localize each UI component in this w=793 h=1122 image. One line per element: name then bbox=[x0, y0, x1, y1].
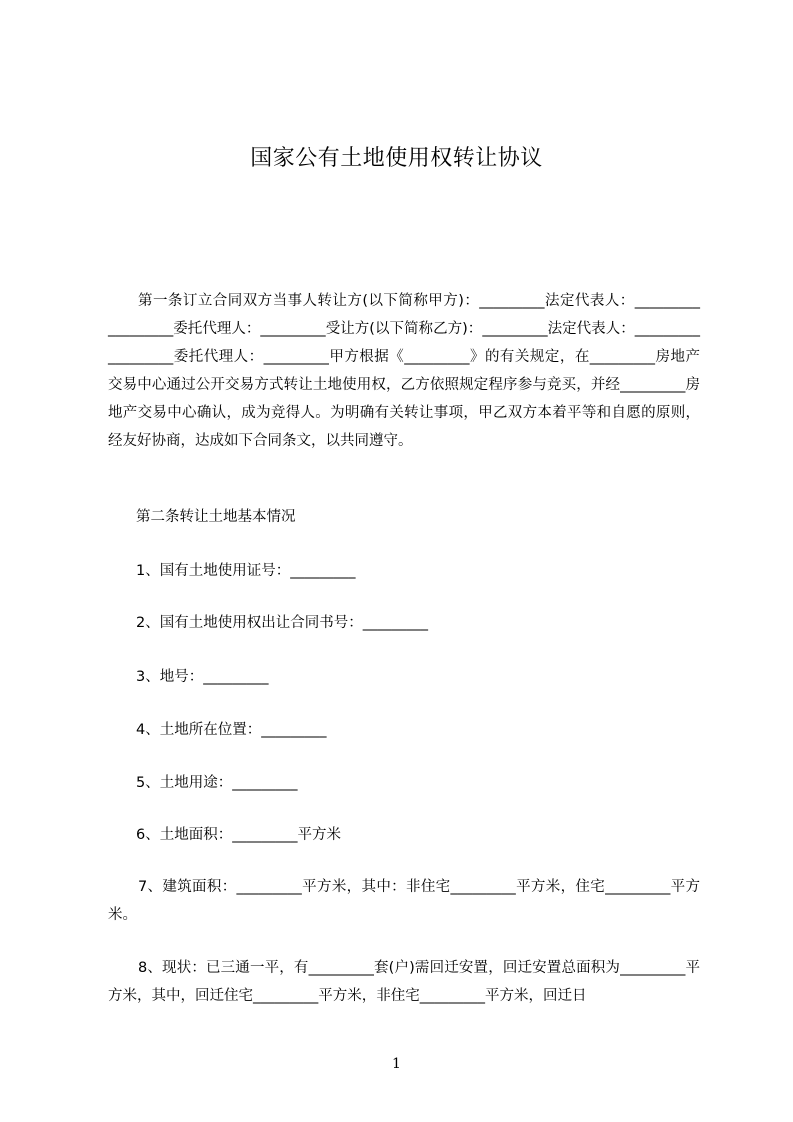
item-land-certificate-number: 1、国有土地使用证号：_________ bbox=[136, 563, 356, 579]
article-2-heading: 第二条转让土地基本情况 bbox=[136, 509, 296, 525]
item-building-area: 7、建筑面积：_________平方米，其中：非住宅_________平方米，住宅_________平方米。 bbox=[108, 879, 700, 923]
item-contract-number: 2、国有土地使用权出让合同书号：_________ bbox=[136, 615, 428, 631]
page-number: 1 bbox=[392, 1056, 401, 1072]
item-lot-number: 3、地号：_________ bbox=[136, 669, 269, 685]
item-land-area: 6、土地面积：_________平方米 bbox=[136, 827, 341, 843]
item-land-location: 4、土地所在位置：_________ bbox=[136, 722, 327, 738]
item-land-use: 5、土地用途：_________ bbox=[136, 775, 298, 791]
document-title: 国家公有土地使用权转让协议 bbox=[250, 146, 543, 171]
article-1-paragraph: 第一条订立合同双方当事人转让方(以下简称甲方)：_________法定代表人：_________ _________委托代理人：_________受让方(以下简称乙方)：_________法定代表人：_________ _________委托代理人：_________甲方根据《_________》的有关规定，在_________房地产交易中心通过公开交易方式转让土地使用权，乙方依照规定程序参与竞买，并经_________房地产交易中心确认，成为竞得人。为明确有关转让事项，甲乙双方本着平等和自愿的原则，经友好协商，达成如下合同条文，以共同遵守。 bbox=[108, 293, 700, 449]
item-current-status: 8、现状：已三通一平，有_________套(户)需回迁安置，回迁安置总面积为_________平方米，其中，回迁住宅_________平方米，非住宅_________平方米，回迁日 bbox=[108, 960, 700, 1004]
